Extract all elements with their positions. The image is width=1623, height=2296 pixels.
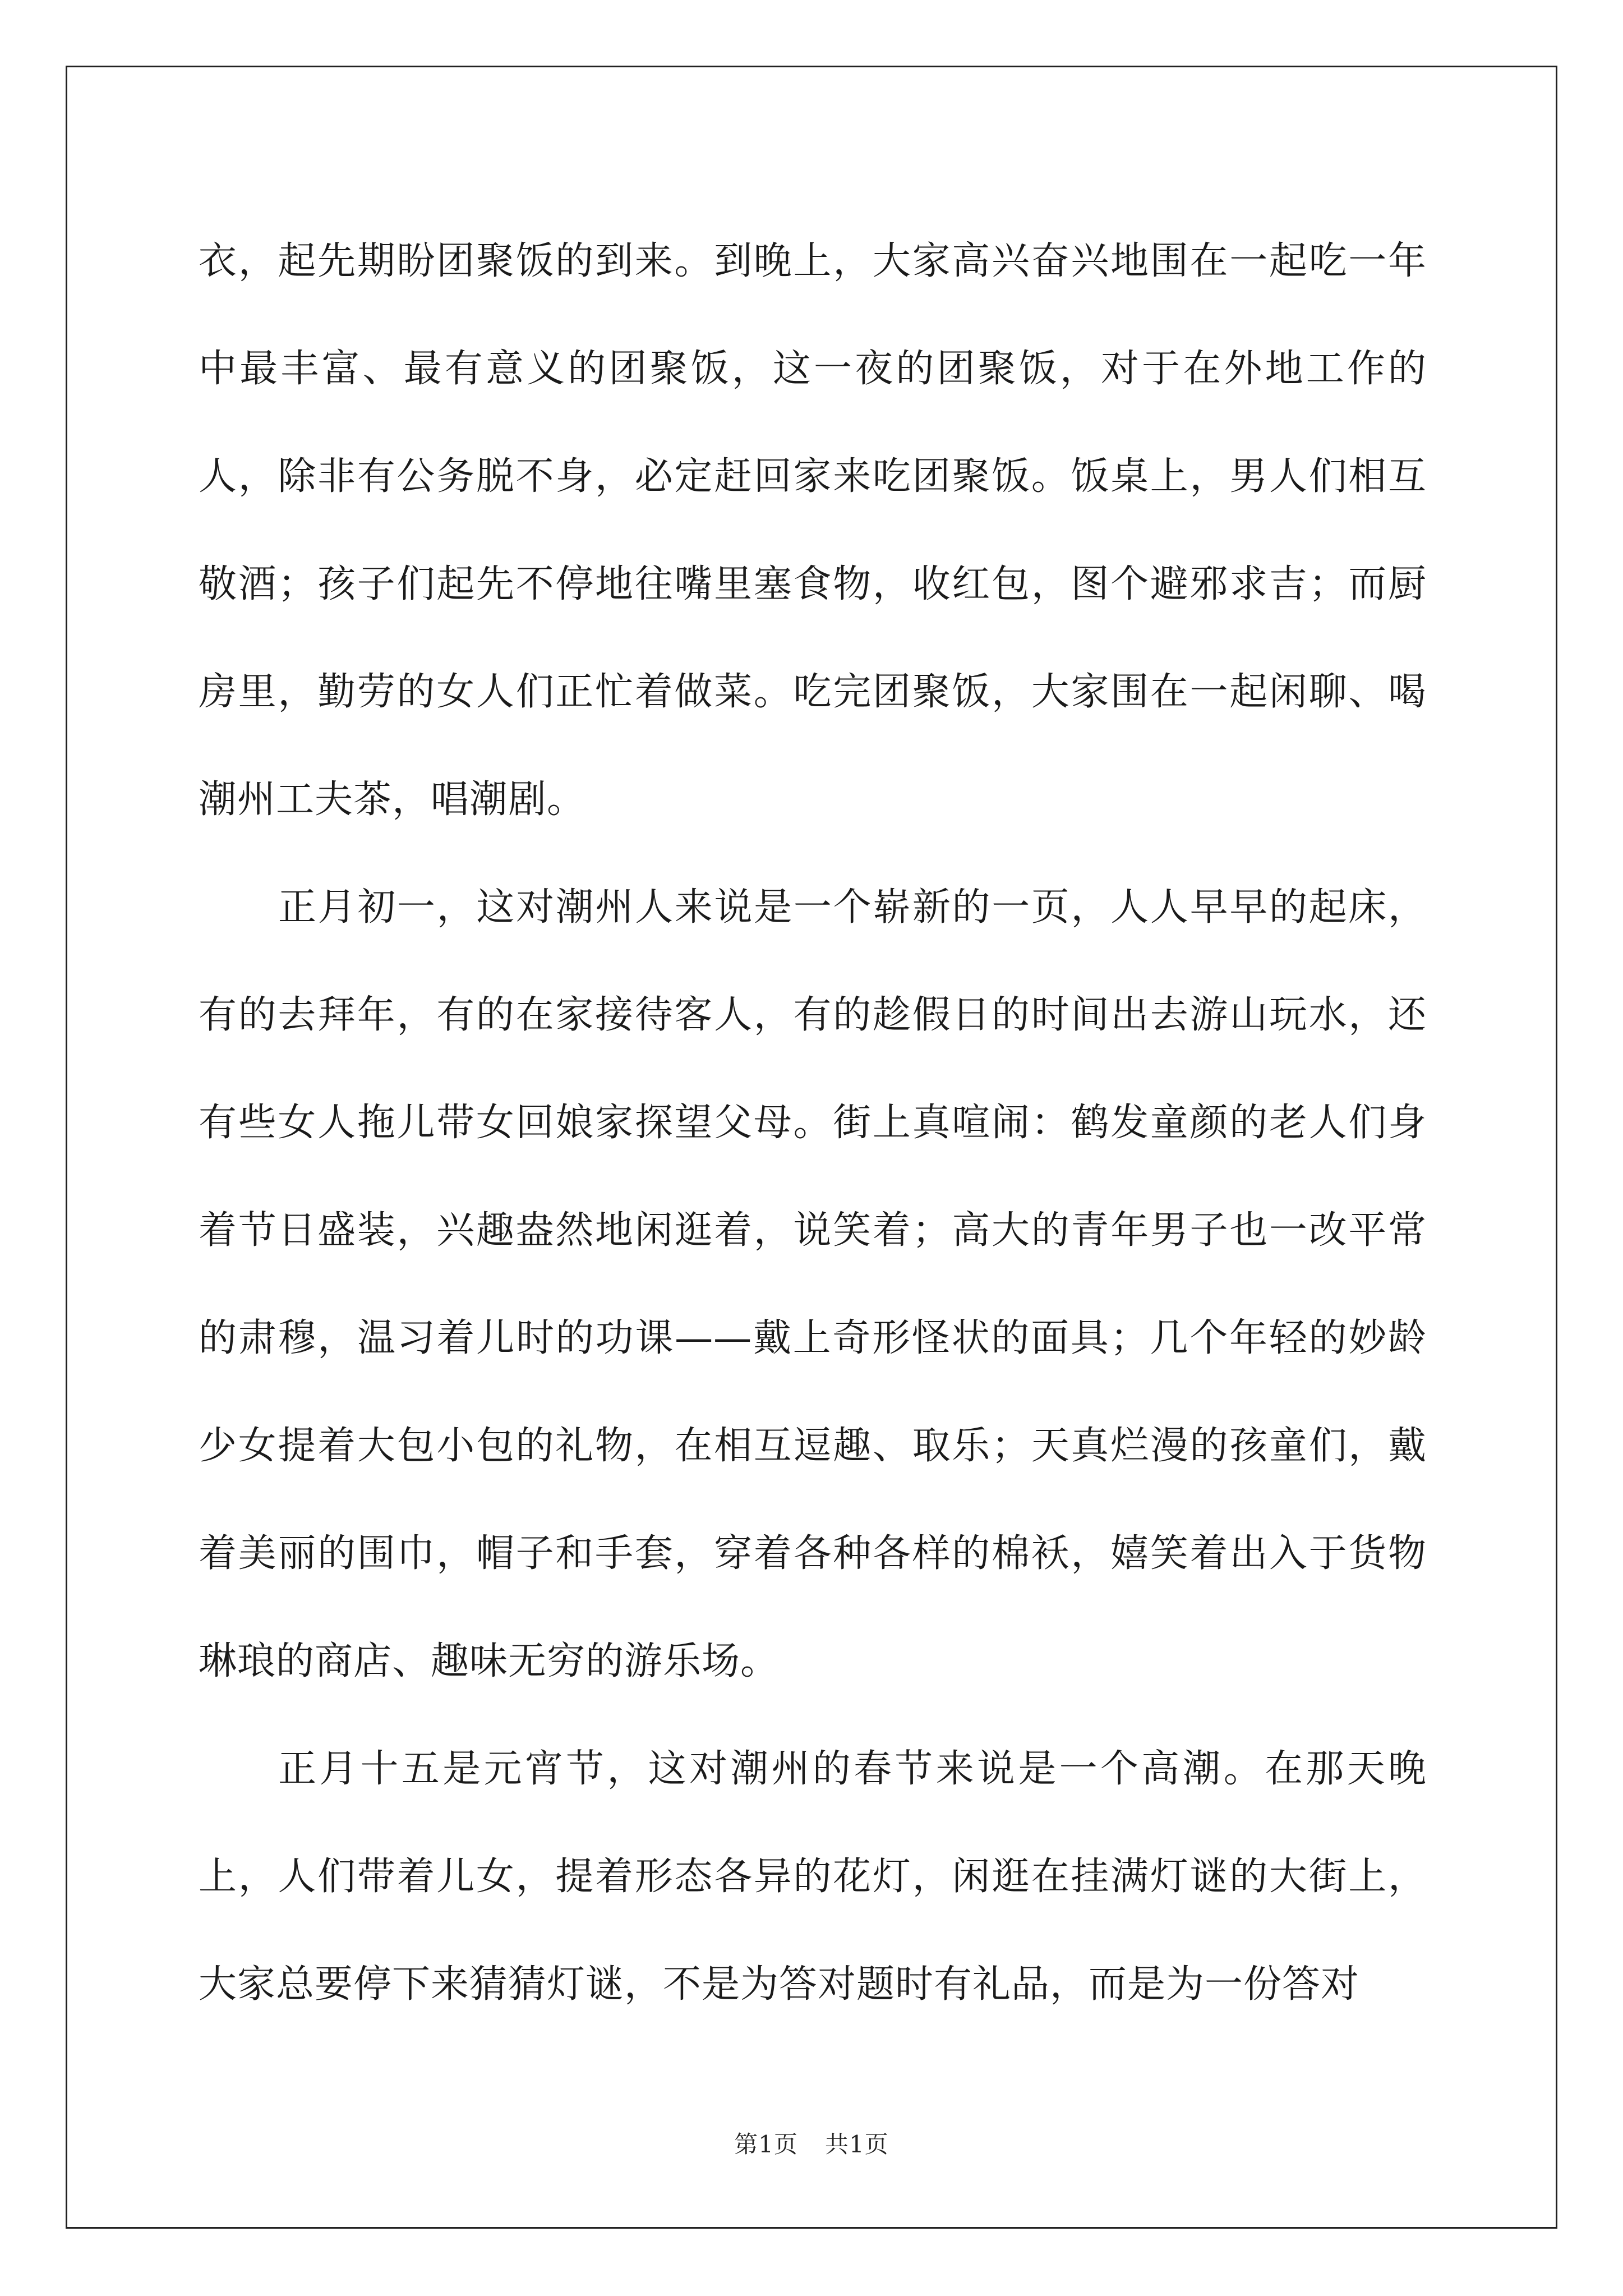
document-body [199, 208, 1427, 2039]
paragraph-2: 正月初一，这对潮州人来说是一个崭新的一页，人人早早的起床，有的去拜年，有的在家接待客人，有的趁假日的时间出去游山玩水，还有些女人拖儿带女回娘家探望父母。街上真喧闹：鹤发童颜的老人们身着节日盛装，兴趣盎然地闲逛着，说笑着；高大的青年男子也一改平常的肃穆，温习着儿时的功课——戴上奇形怪状的面具；几个年轻的妙龄少女提着大包小包的礼物，在相互逗趣、取乐；天真烂漫的孩童们，戴着美丽的围巾，帽子和手套，穿着各种各样的棉袄，嬉笑着出入于货物琳琅的商店、趣味无穷的游乐场。 [199, 885, 1427, 1683]
page-footer [0, 2126, 1623, 2160]
paragraph-1: 衣，起先期盼团聚饭的到来。到晚上，大家高兴奋兴地围在一起吃一年中最丰富、最有意义的团聚饭，这一夜的团聚饭，对于在外地工作的人，除非有公务脱不身，必定赶回家来吃团聚饭。饭桌上，男人们相互敬酒；孩子们起先不停地往嘴里塞食物，收红包，图个避邪求吉；而厨房里，勤劳的女人们正忙着做菜。吃完团聚饭，大家围在一起闲聊、喝潮州工夫茶，唱潮剧。 [199, 239, 1427, 822]
paragraph-3: 正月十五是元宵节，这对潮州的春节来说是一个高潮。在那天晚上，人们带着儿女，提着形态各异的花灯，闲逛在挂满灯谜的大街上，大家总要停下来猜猜灯谜，不是为答对题时有礼品，而是为一份答对 [199, 1747, 1427, 2007]
page-number: 第1页 [734, 2131, 798, 2158]
page-total: 共1页 [825, 2131, 889, 2158]
